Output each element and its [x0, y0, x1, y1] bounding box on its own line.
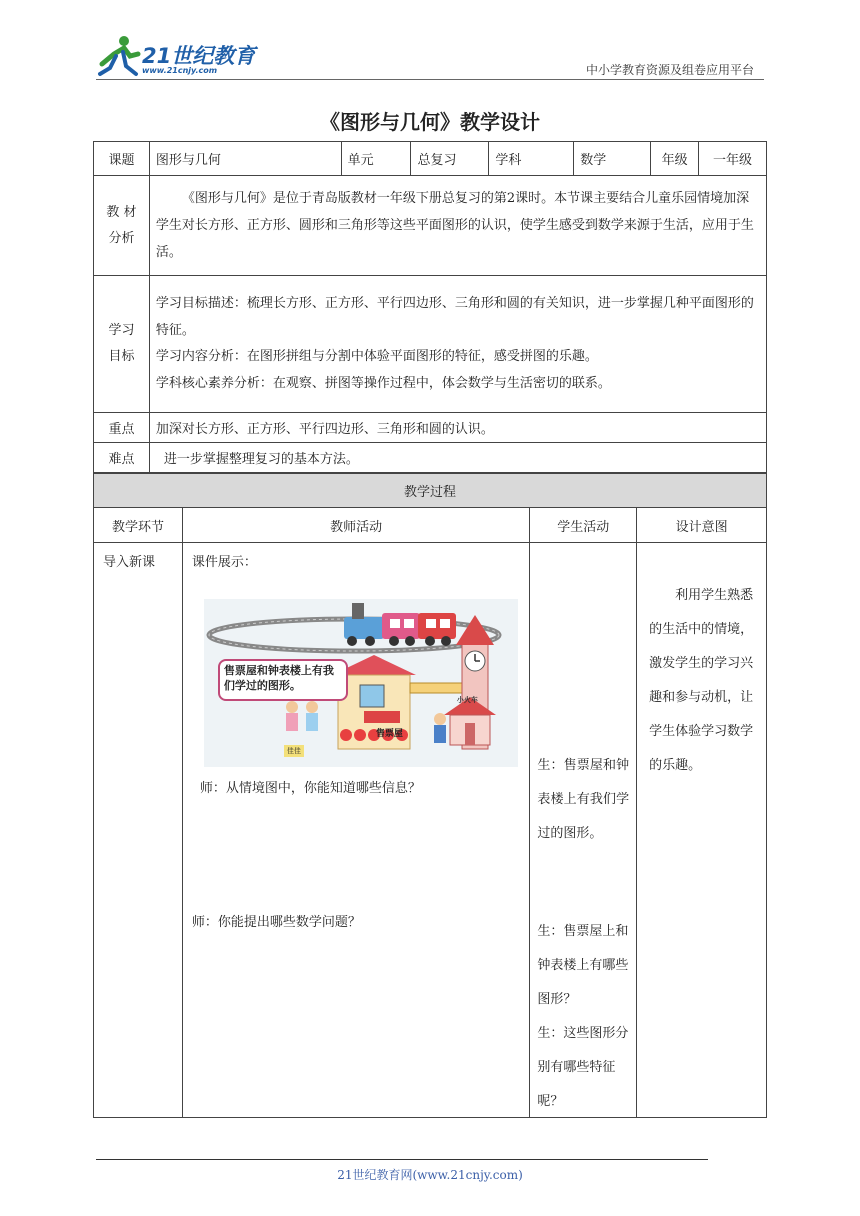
process-heading-row — [94, 474, 767, 508]
subject-value: 数学 — [574, 142, 651, 176]
teacher-intro: 课件展示： — [191, 555, 257, 570]
grade-label: 年级 — [651, 142, 699, 176]
process-row-intro — [94, 543, 767, 1118]
goal-description: 学习目标描述：梳理长方形、正方形、平行四边形、三角形和圆的有关知识，进一步掌握几种平面图形的特征。 — [155, 296, 754, 338]
scene-ticket-label: 售票屋 — [375, 729, 403, 739]
analysis-label: 教 材 分析 — [94, 176, 150, 276]
student-answer-3: 生：这些图形分别有哪些特征呢？ — [537, 1026, 629, 1109]
site-logo — [96, 34, 266, 78]
footer-divider — [96, 1159, 708, 1160]
document-title: 《图形与几何》教学设计 — [320, 110, 540, 134]
process-heading: 教学过程 — [94, 474, 767, 508]
info-row-difficulty — [94, 443, 767, 473]
header-divider — [96, 79, 764, 80]
process-column-header — [94, 508, 767, 543]
process-table — [93, 473, 767, 1118]
column-student: 学生活动 — [530, 508, 637, 543]
key-label: 重点 — [94, 413, 150, 443]
info-row-analysis — [94, 176, 767, 276]
subject-label: 学科 — [489, 142, 574, 176]
column-intent: 设计意图 — [637, 508, 767, 543]
logo-text: 21世纪教育 — [142, 44, 256, 68]
column-stage: 教学环节 — [94, 508, 183, 543]
teacher-question-2: 师：你能提出哪些数学问题？ — [191, 915, 361, 930]
topic-label: 课题 — [94, 142, 150, 176]
logo-url: www.21cnjy.com — [142, 66, 218, 75]
stage-cell — [94, 543, 183, 1118]
goals-label: 学习 目标 — [94, 276, 150, 413]
topic-value: 图形与几何 — [149, 142, 341, 176]
scene-sign-label: 小火车 — [456, 696, 478, 704]
design-intent: 利用学生熟悉的生活中的情境，激发学生的学习兴趣和参与动机，让学生体验学习数学的乐趣。 — [649, 588, 754, 773]
info-row-key — [94, 413, 767, 443]
scene-speech-bubble: 售票屋和钟表楼上有我们学过的图形。 — [218, 659, 348, 701]
difficulty-text: 进一步掌握整理复习的基本方法。 — [149, 443, 766, 473]
student-answer-2: 生：售票屋上和钟表楼上有哪些图形？ — [537, 924, 629, 1007]
goal-content: 学习内容分析：在图形拼组与分割中体验平面图形的特征，感受拼图的乐趣。 — [155, 349, 598, 364]
info-row-goals — [94, 276, 767, 413]
teacher-question-1: 师：从情境图中，你能知道哪些信息？ — [199, 781, 421, 796]
platform-name: 中小学教育资源及组卷应用平台 — [585, 63, 754, 77]
goals-text — [149, 276, 766, 413]
goal-literacy: 学科核心素养分析：在观察、拼图等操作过程中，体会数学与生活密切的联系。 — [155, 375, 611, 391]
student-answer-1: 生：售票屋和钟表楼上有我们学过的图形。 — [537, 758, 630, 841]
teacher-cell — [182, 543, 529, 1118]
student-cell — [530, 543, 637, 1118]
info-table — [93, 141, 767, 473]
intent-cell — [637, 543, 767, 1118]
column-teacher: 教师活动 — [182, 508, 529, 543]
scene-character-name: 佳佳 — [284, 745, 304, 757]
stage-name: 导入新课 — [103, 555, 156, 570]
key-text: 加深对长方形、正方形、平行四边形、三角形和圆的认识。 — [149, 413, 766, 443]
footer-text: 21世纪教育网(www.21cnjy.com) — [337, 1168, 523, 1182]
runner-logo-icon — [96, 34, 142, 78]
analysis-text: 《图形与几何》是位于青岛版教材一年级下册总复习的第2课时。本节课主要结合儿童乐园情境加深学生对长方形、正方形、圆形和三角形等这些平面图形的认识，使学生感受到数学来源于生活，应用于生活。 — [149, 176, 766, 276]
scene-illustration — [204, 599, 518, 767]
info-row-basic — [94, 142, 767, 176]
unit-label: 单元 — [341, 142, 411, 176]
unit-value: 总复习 — [411, 142, 489, 176]
grade-value: 一年级 — [699, 142, 767, 176]
difficulty-label: 难点 — [94, 443, 150, 473]
